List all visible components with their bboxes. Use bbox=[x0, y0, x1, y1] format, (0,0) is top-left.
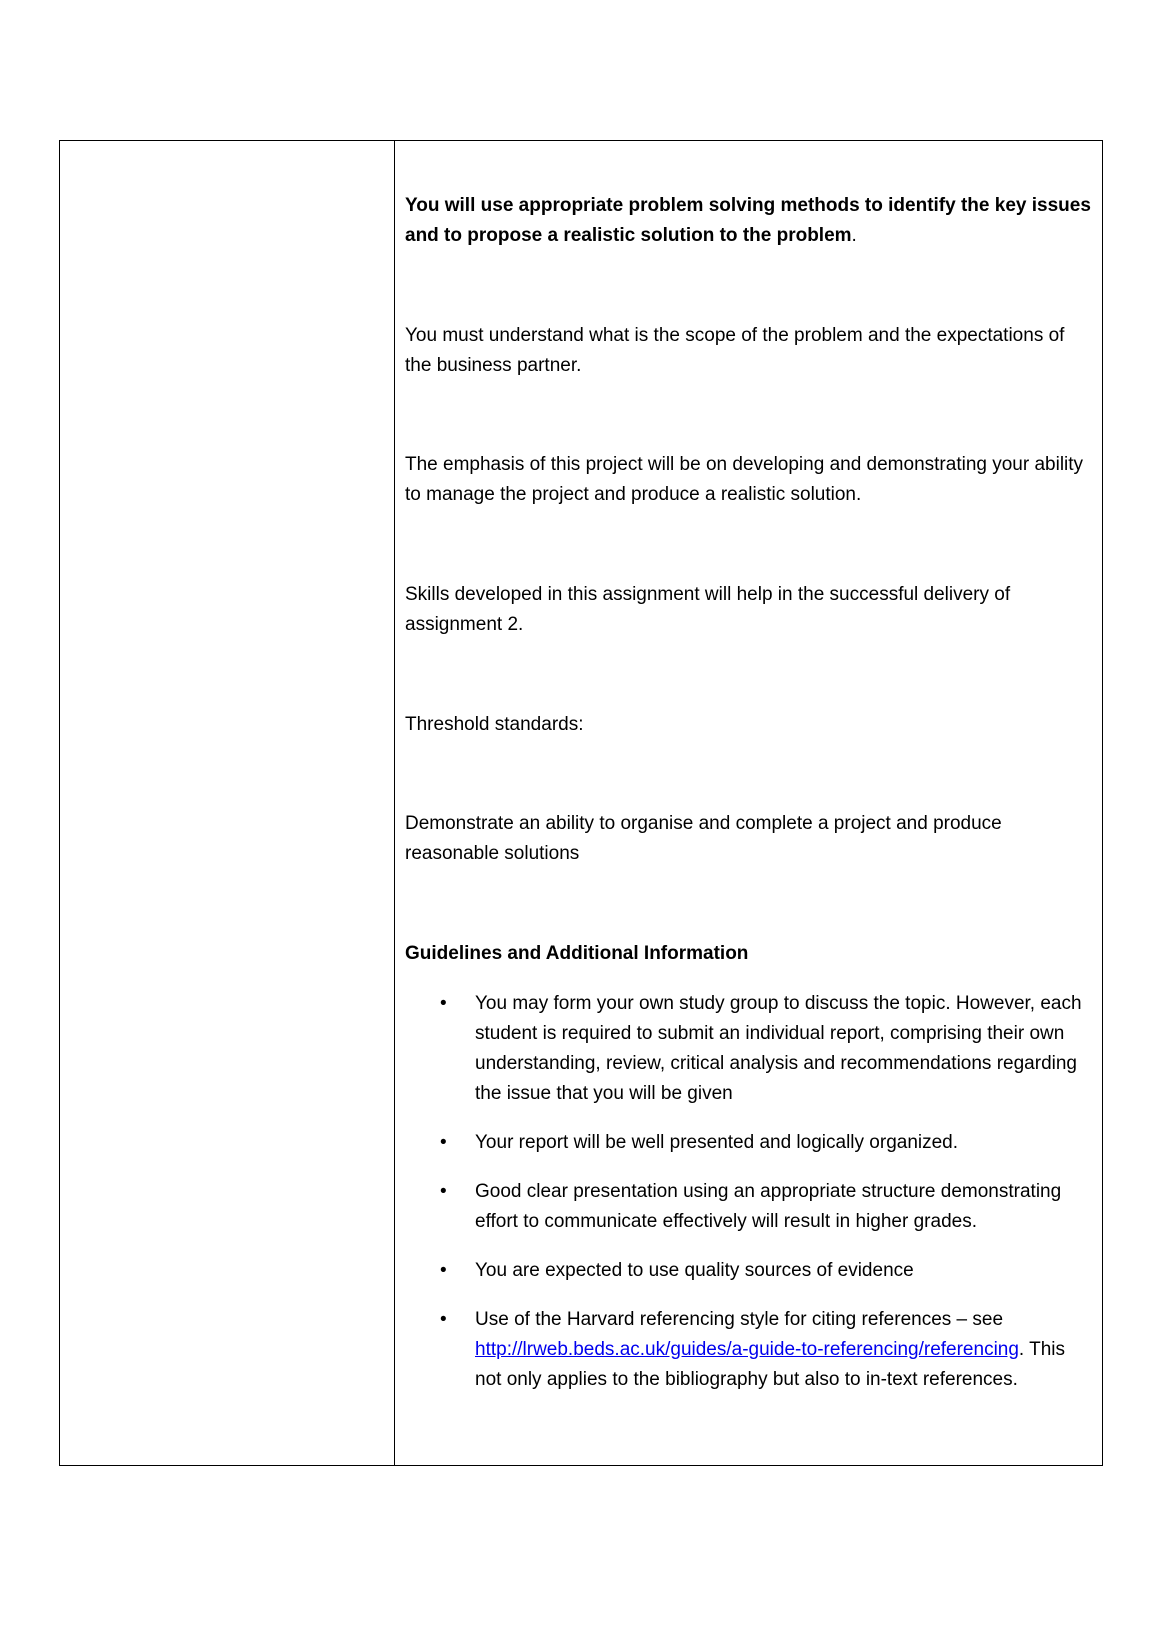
paragraph-emphasis: The emphasis of this project will be on developing and demonstrating your ability to manage the project and produce a realistic solution. bbox=[405, 454, 1084, 505]
guidelines-heading: Guidelines and Additional Information bbox=[405, 943, 749, 964]
bullet-icon: • bbox=[440, 1260, 447, 1281]
list-item bbox=[405, 989, 1095, 1109]
paragraph-scope: You must understand what is the scope of the problem and the expectations of the business partner. bbox=[405, 325, 1065, 376]
bullet-icon: • bbox=[440, 1181, 447, 1202]
paragraph-problem-solving bbox=[405, 191, 1095, 251]
bullet-icon: • bbox=[440, 1309, 447, 1330]
list-item bbox=[405, 1128, 1095, 1158]
list-item bbox=[405, 1256, 1095, 1286]
referencing-text-before-link: Use of the Harvard referencing style for citing references – see bbox=[475, 1309, 1004, 1330]
content-table bbox=[59, 140, 1103, 1466]
bullet-icon: • bbox=[440, 1132, 447, 1153]
paragraph-demonstrate-ability: Demonstrate an ability to organise and complete a project and produce reasonable solutions bbox=[405, 813, 1002, 864]
guidelines-list bbox=[405, 989, 1095, 1414]
referencing-guide-link[interactable]: http://lrweb.beds.ac.uk/guides/a-guide-to-referencing/referencing bbox=[475, 1339, 1019, 1360]
table-right-cell bbox=[395, 141, 1102, 1465]
paragraph-threshold-standards: Threshold standards: bbox=[405, 714, 584, 735]
list-item-text: Your report will be well presented and logically organized. bbox=[475, 1132, 959, 1153]
paragraph-problem-solving-tail: . bbox=[851, 225, 857, 246]
paragraph-problem-solving-bold: You will use appropriate problem solving methods to identify the key issues and to propose a realistic solution to the problem bbox=[405, 195, 1091, 246]
table-left-cell bbox=[60, 141, 395, 1465]
paragraph-skills: Skills developed in this assignment will help in the successful delivery of assignment 2. bbox=[405, 584, 1011, 635]
list-item-referencing bbox=[405, 1305, 1095, 1395]
list-item bbox=[405, 1177, 1095, 1237]
referencing-text-after-link: . This not only applies to the bibliography but also to in-text references. bbox=[475, 1339, 1066, 1390]
list-item-text: You may form your own study group to discuss the topic. However, each student is required to submit an individual report, comprising their own understanding, review, critical analysis and recommendations regarding the issue that you will be given bbox=[475, 993, 1082, 1104]
list-item-text: Good clear presentation using an appropriate structure demonstrating effort to communicate effectively will result in higher grades. bbox=[475, 1181, 1062, 1232]
bullet-icon: • bbox=[440, 993, 447, 1014]
list-item-text: You are expected to use quality sources of evidence bbox=[475, 1260, 914, 1281]
